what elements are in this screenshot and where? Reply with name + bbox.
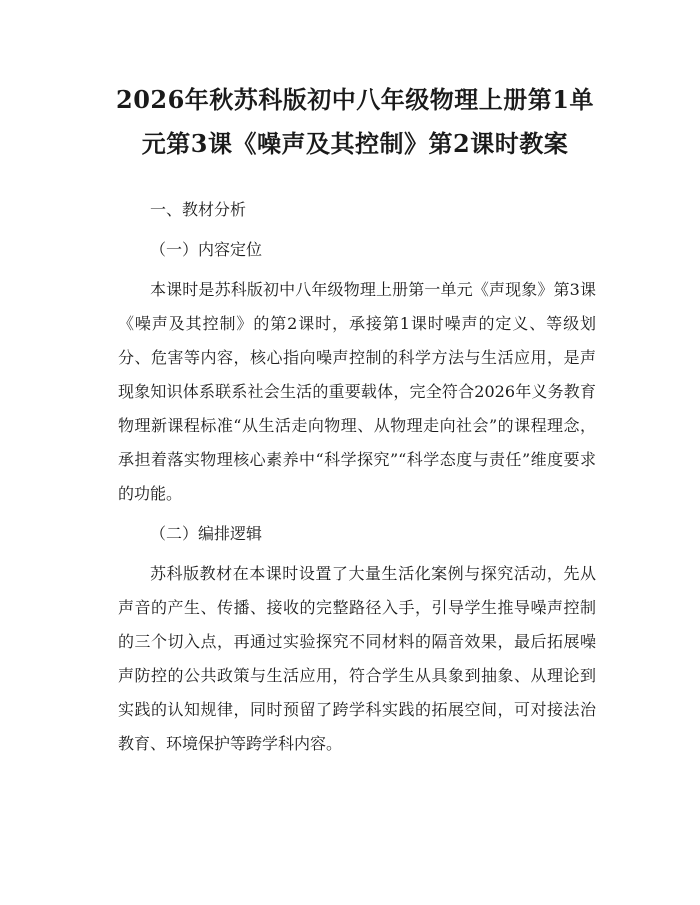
subsection-heading-arrangement-logic: （二）编排逻辑 — [150, 524, 263, 543]
section-heading: 一、教材分析 — [150, 200, 247, 219]
subsection-heading-content-positioning: （一）内容定位 — [150, 240, 263, 259]
document-title: 2026年秋苏科版初中八年级物理上册第1单元第3课《噪声及其控制》第2课时教案 — [116, 85, 594, 158]
paragraph-content-positioning: 本课时是苏科版初中八年级物理上册第一单元《声现象》第3课《噪声及其控制》的第2课时，承接第1课时噪声的定义、等级划分、危害等内容，核心指向噪声控制的科学方法与生活应用，是声现象知识体系联系社会生活的重要载体，完全符合2026年义务教育物理新课程标准“从生活走向物理、从物理走向社会”的课程理念，承担着落实物理核心素养中“科学探究”“科学态度与责任”维度要求的功能。 — [118, 280, 596, 503]
section-textbook-analysis — [118, 193, 596, 761]
paragraph-arrangement-logic: 苏科版教材在本课时设置了大量生活化案例与探究活动，先从声音的产生、传播、接收的完整路径入手，引导学生推导噪声控制的三个切入点，再通过实验探究不同材料的隔音效果，最后拓展噪声防控的公共政策与生活应用，符合学生从具象到抽象、从理论到实践的认知规律，同时预留了跨学科实践的拓展空间，可对接法治教育、环境保护等跨学科内容。 — [118, 564, 596, 753]
